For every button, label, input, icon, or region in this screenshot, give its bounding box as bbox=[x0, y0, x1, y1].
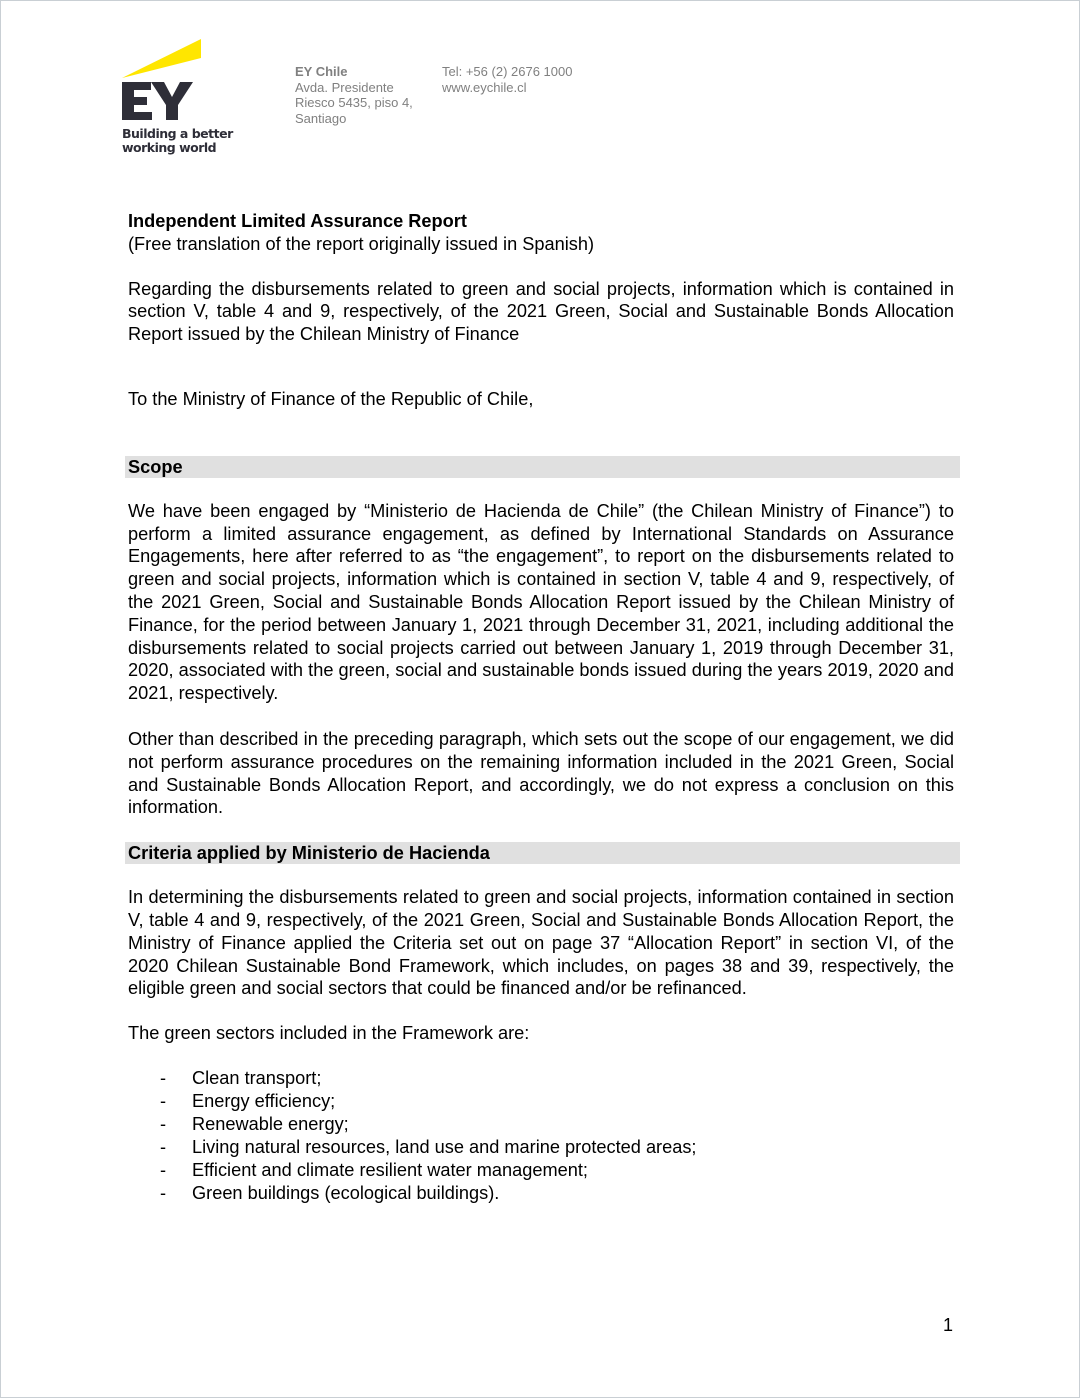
list-dash: - bbox=[160, 1136, 167, 1157]
list-item-text: Renewable energy; bbox=[192, 1113, 349, 1134]
tagline-line-1: Building a better bbox=[122, 126, 233, 141]
criteria-paragraph-2: The green sectors included in the Framework are: bbox=[128, 1023, 530, 1044]
logo-tagline bbox=[122, 127, 233, 155]
tagline-line-2: working world bbox=[122, 140, 217, 155]
office-address bbox=[295, 64, 413, 126]
list-dash: - bbox=[160, 1113, 167, 1134]
regarding-paragraph: Regarding the disbursements related to green and social projects, information which is contained in section V, table 4 and 9, respectively, of the 2021 Green, Social and Sustainable Bonds Allocation Report issued by the Chilean Ministry of Finance bbox=[128, 278, 954, 345]
phone-number: Tel: +56 (2) 2676 1000 bbox=[442, 64, 573, 79]
list-item bbox=[128, 1113, 954, 1136]
page-number: 1 bbox=[943, 1315, 954, 1335]
section-heading-scope: Scope bbox=[125, 456, 960, 478]
list-item-text: Living natural resources, land use and marine protected areas; bbox=[192, 1136, 697, 1157]
document-body bbox=[128, 210, 954, 1205]
list-item-text: Efficient and climate resilient water management; bbox=[192, 1159, 588, 1180]
list-item bbox=[128, 1182, 954, 1205]
list-item-text: Energy efficiency; bbox=[192, 1090, 336, 1111]
list-dash: - bbox=[160, 1090, 167, 1111]
section-heading-criteria: Criteria applied by Ministerio de Hacienda bbox=[125, 842, 960, 864]
list-item-text: Clean transport; bbox=[192, 1067, 322, 1088]
office-contact bbox=[442, 64, 572, 95]
website-link[interactable]: www.eychile.cl bbox=[442, 79, 527, 95]
green-sectors-list bbox=[128, 1067, 954, 1205]
scope-paragraph-1: We have been engaged by “Ministerio de Hacienda de Chile” (the Chilean Ministry of Finance”) to perform a limited assurance engagement, as defined by International Standards on Assurance Engagements, here after referred to as “the engagement”, to report on the disbursements related to green and social projects, information which is contained in section V, table 4 and 9, respectively, of the 2021 Green, Social and Sustainable Bonds Allocation Report issued by the Chilean Ministry of Finance, for the period between January 1, 2021 through December 31, 2021, including additional the disbursements related to social projects carried out between January 1, 2019 through December 31, 2020, associated with the green, social and sustainable bonds issued during the years 2019, 2020 and 2021, respectively. bbox=[128, 500, 954, 704]
criteria-paragraph-1: In determining the disbursements related to green and social projects, information contained in section V, table 4 and 9, respectively, of the 2021 Green, Social and Sustainable Bonds Allocation Report, the Ministry of Finance applied the Criteria set out on page 37 “Allocation Report” in section VI, of the 2020 Chilean Sustainable Bond Framework, which includes, on pages 38 and 39, respectively, the eligible green and social sectors that could be financed and/or be refinanced. bbox=[128, 887, 954, 999]
list-dash: - bbox=[160, 1182, 167, 1203]
addressee: To the Ministry of Finance of the Republic of Chile, bbox=[128, 388, 534, 409]
list-item bbox=[128, 1159, 954, 1182]
address-line-1: Avda. Presidente bbox=[295, 79, 394, 95]
list-item bbox=[128, 1090, 954, 1113]
scope-paragraph-2: Other than described in the preceding paragraph, which sets out the scope of our engagement, we did not perform assurance procedures on the remaining information included in the 2021 Green, Social and Sustainable Bonds Allocation Report, and accordingly, we do not express a conclusion on this information. bbox=[128, 728, 954, 818]
list-dash: - bbox=[160, 1067, 167, 1088]
address-line-2: Riesco 5435, piso 4, bbox=[295, 95, 413, 111]
list-item bbox=[128, 1136, 954, 1159]
ey-logo-icon bbox=[122, 39, 224, 129]
office-name: EY Chile bbox=[295, 64, 348, 79]
list-dash: - bbox=[160, 1159, 167, 1180]
logo-yellow-beam bbox=[122, 39, 201, 78]
report-title: Independent Limited Assurance Report bbox=[128, 211, 467, 231]
report-subtitle: (Free translation of the report originally issued in Spanish) bbox=[128, 233, 595, 254]
address-line-3: Santiago bbox=[295, 110, 347, 126]
list-item bbox=[128, 1067, 954, 1090]
list-item-text: Green buildings (ecological buildings). bbox=[192, 1182, 500, 1203]
